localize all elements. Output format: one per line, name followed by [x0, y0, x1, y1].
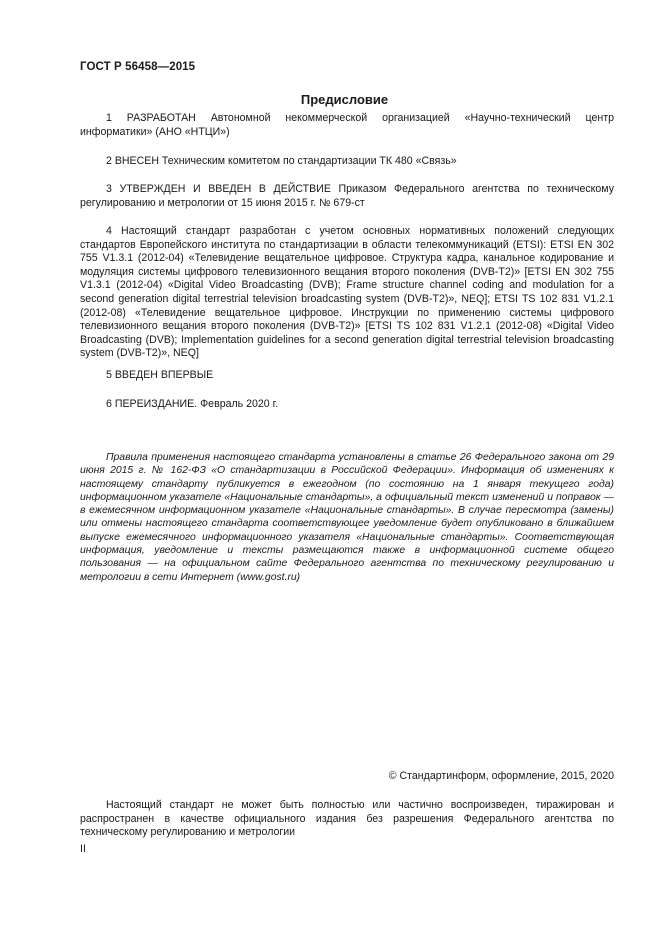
document-code: ГОСТ Р 56458—2015	[80, 61, 196, 73]
section-title	[0, 92, 661, 107]
paragraph-first-introduced: 5 ВВЕДЕН ВПЕРВЫЕ	[106, 369, 214, 381]
paragraph-developed: 1 РАЗРАБОТАН Автономной некоммерческой организацией «Научно-технический центр информатики» (АНО «НТЦИ»)	[80, 112, 614, 138]
reproduction-notice: Настоящий стандарт не может быть полностью или частично воспроизведен, тиражирован и распространен в качестве официального издания без разрешения Федерального агентства по техническому регулированию и метрологии	[80, 799, 614, 839]
paragraph-etsi-basis: 4 Настоящий стандарт разработан с учетом основных нормативных положений следующих стандартов Европейского института по стандартизации в области телекоммуникаций (ETSI): ETSI EN 302 755 V1.3.1 (2012-04) «Телевидение вещательное цифровое. Структура кадра, канальное кодирование и модуляция системы цифрового телевизионного вещания второго поколения (DVB-T2)» [ETSI EN 302 755 V1.3.1 (2012-04) «Digital Video Broadcasting (DVB); Frame structure channel coding and modulation for a second generation digital terrestrial television broadcasting system (DVB-T2)», NEQ]; ETSI TS 102 831 V1.2.1 (2012-08) «Телевидение вещательное цифровое. Инструкции по применению системы цифрового телевизионного вещания второго поколения (DVB-T2)» [ETSI TS 102 831 V1.2.1 (2012-08) «Digital Video Broadcasting (DVB); Implementation guidelines for a second generation digital terrestrial television broadcasting system (DVB-T2)», NEQ]	[80, 225, 614, 360]
page-number: II	[80, 843, 86, 855]
paragraph-introduced: 2 ВНЕСЕН Техническим комитетом по стандартизации ТК 480 «Связь»	[106, 155, 457, 167]
copyright-line: © Стандартинформ, оформление, 2015, 2020	[388, 770, 614, 782]
paragraph-reissue: 6 ПЕРЕИЗДАНИЕ. Февраль 2020 г.	[106, 398, 279, 410]
paragraph-approved: 3 УТВЕРЖДЕН И ВВЕДЕН В ДЕЙСТВИЕ Приказом Федерального агентства по техническому регулированию и метрологии от 15 июня 2015 г. № 679-ст	[80, 183, 614, 209]
section-title-text: Предисловие	[300, 92, 389, 107]
application-rules-note: Правила применения настоящего стандарта установлены в статье 26 Федерального закона от 29 июня 2015 г. № 162-ФЗ «О стандартизации в Российской Федерации». Информация об изменениях к настоящему стандарту публикуется в ежегодном (по состоянию на 1 января текущего года) информационном указателе «Национальные стандарты», а официальный текст изменений и поправок — в ежемесячном информационном указателе «Национальные стандарты». В случае пересмотра (замены) или отмены настоящего стандарта соответствующее уведомление будет опубликовано в ближайшем выпуске ежемесячного информационного указателя «Национальные стандарты». Соответствующая информация, уведомление и тексты размещаются также в информационной системе общего пользования — на официальном сайте Федерального агентства по техническому регулированию и метрологии в сети Интернет (www.gost.ru)	[80, 452, 614, 583]
